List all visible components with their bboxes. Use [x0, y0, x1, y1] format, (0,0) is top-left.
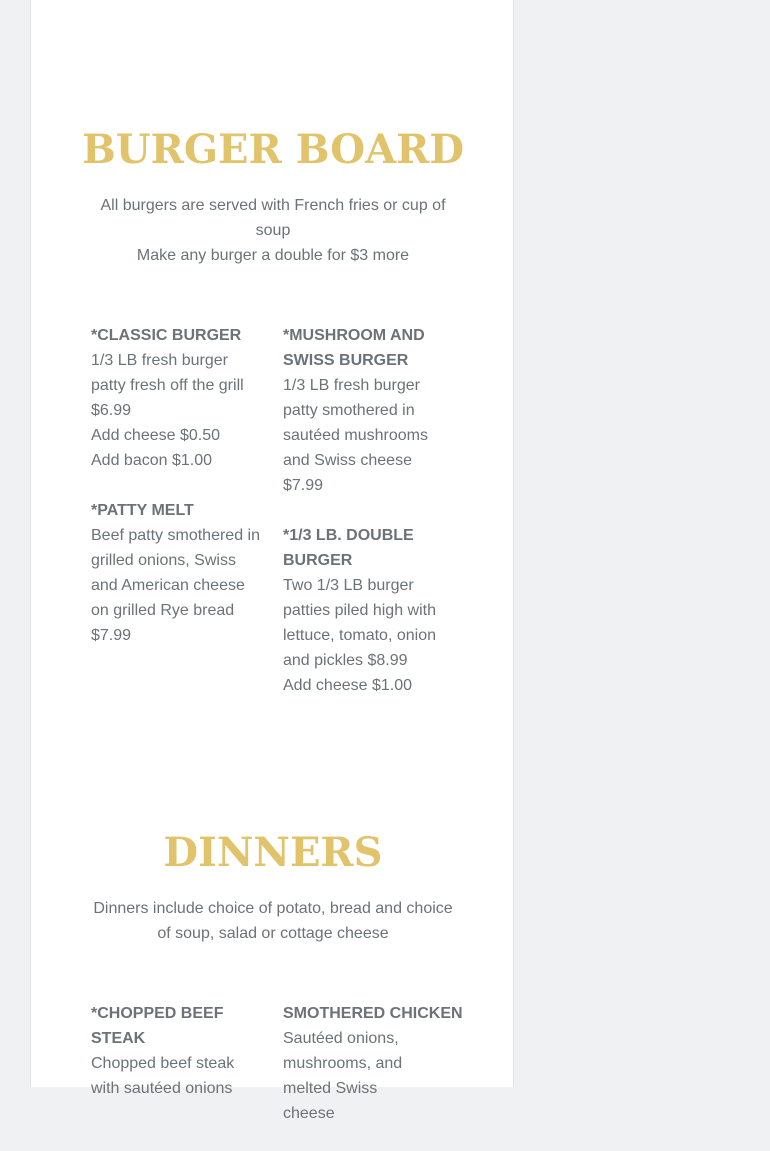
menu-item-name: *1/3 LB. DOUBLE BURGER [283, 527, 414, 569]
menu-item-name: *CLASSIC BURGER [91, 327, 242, 344]
menu-item-name: *PATTY MELT [91, 502, 194, 519]
menu-item-name: *CHOPPED BEEF STEAK [91, 1005, 224, 1047]
menu-item [283, 523, 451, 698]
burger-board-intro-line: All burgers are served with French fries or cup of soup [100, 197, 446, 239]
menu-item [283, 323, 451, 498]
menu-item-addon: Add cheese $0.50 [91, 427, 220, 444]
burger-board-intro-line: Make any burger a double for $3 more [136, 247, 410, 264]
menu-item [91, 498, 263, 648]
dinners-intro-line: Dinners include choice of potato, bread and choice of soup, salad or cottage cheese [93, 900, 453, 942]
dinners-title: DINNERS [163, 829, 383, 876]
menu-item-description: Beef patty smothered in grilled onions, Swiss and American cheese on grilled Rye bread $7.99 [91, 527, 260, 644]
dinners-intro [87, 896, 459, 946]
menu-item-description: Chopped beef steak with sautéed onions [91, 1055, 235, 1097]
menu-item-name: SMOTHERED CHICKEN [283, 1005, 463, 1022]
dinners-left-column [91, 1001, 251, 1126]
menu-item [91, 1001, 251, 1101]
menu-item [283, 1001, 463, 1126]
menu-item-description: 1/3 LB fresh burger patty fresh off the grill $6.99 [91, 352, 244, 419]
burger-board-title: BURGER BOARD [81, 126, 465, 173]
menu-item-name: *MUSHROOM AND SWISS BURGER [283, 327, 425, 369]
menu-item-description: Two 1/3 LB burger patties piled high with lettuce, tomato, onion and pickles $8.99 [283, 577, 436, 669]
menu-item-description: 1/3 LB fresh burger patty smothered in sautéed mushrooms and Swiss cheese $7.99 [283, 377, 428, 494]
dinners-right-column [283, 1001, 463, 1151]
menu-item-addon: Add cheese $1.00 [283, 677, 412, 694]
burger-left-column [91, 323, 263, 673]
menu-item-description: Sautéed onions, mushrooms, and melted Swiss cheese [283, 1030, 403, 1122]
burger-board-intro [89, 193, 457, 268]
menu-item-addon: Add bacon $1.00 [91, 452, 212, 469]
menu-item [91, 323, 263, 473]
menu-card [30, 0, 514, 1122]
burger-right-column [283, 323, 451, 723]
